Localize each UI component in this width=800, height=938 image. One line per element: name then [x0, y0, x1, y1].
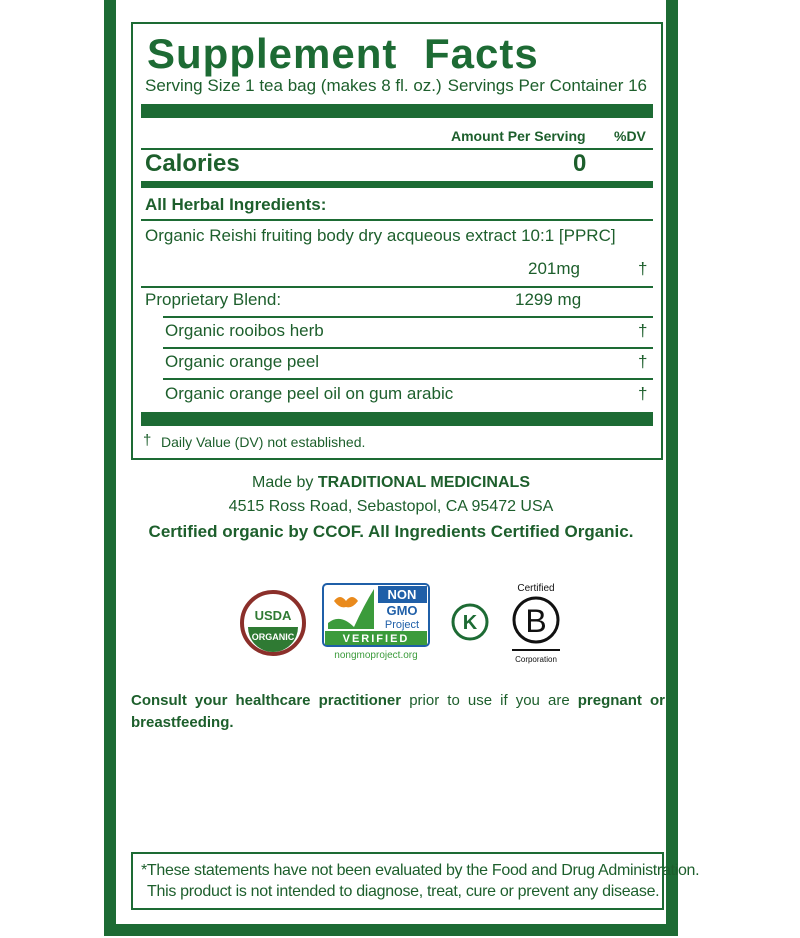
- calories-label: Calories: [145, 150, 240, 177]
- reishi-label: Organic Reishi fruiting body dry acqueous extract 10:1 [PPRC]: [145, 226, 616, 245]
- svg-text:VERIFIED: VERIFIED: [342, 633, 410, 645]
- svg-text:Corporation: Corporation: [515, 655, 557, 664]
- reishi-amount: 201mg: [528, 259, 580, 278]
- consult-text: prior to use if you are: [401, 692, 578, 709]
- svg-text:ORGANIC: ORGANIC: [251, 632, 295, 642]
- dv-note: Daily Value (DV) not established.: [161, 434, 366, 450]
- consult-bold-end: pregnant or breastfeeding.: [131, 692, 665, 731]
- serving-size: Serving Size 1 tea bag (makes 8 fl. oz.): [145, 76, 442, 95]
- rule-thin: [163, 347, 653, 349]
- consult-bold: Consult your healthcare practitioner: [131, 692, 402, 709]
- kosher-k-logo: [450, 602, 490, 642]
- reishi-dv: †: [638, 259, 648, 278]
- amount-header: Amount Per Serving: [451, 128, 586, 144]
- rule-medium: [141, 181, 653, 188]
- calories-value: 0: [573, 150, 587, 177]
- company-name: TRADITIONAL MEDICINALS: [317, 474, 530, 491]
- rule-thin: [163, 378, 653, 380]
- blend-item: Organic rooibos herb: [165, 321, 324, 340]
- rule-thin: [163, 316, 653, 318]
- made-by-prefix: Made by: [252, 474, 314, 491]
- blend-item-dv: †: [638, 321, 648, 340]
- certified-organic-statement: Certified organic by CCOF. All Ingredients Certified Organic.: [148, 522, 634, 541]
- disclaimer-line-1: *These statements have not been evaluated by the Food and Drug Administration.: [141, 862, 700, 879]
- svg-text:NON: NON: [387, 587, 417, 602]
- dv-note-symbol: †: [143, 432, 152, 449]
- blend-item-dv: †: [638, 352, 648, 371]
- svg-text:B: B: [525, 603, 547, 639]
- blend-amount: 1299 mg: [515, 290, 582, 309]
- fda-disclaimer-box: [131, 852, 700, 910]
- blend-label: Proprietary Blend:: [145, 290, 282, 309]
- blend-item-dv: †: [638, 384, 648, 403]
- rule-thin: [141, 286, 653, 288]
- rule-thick: [141, 104, 653, 118]
- supplement-facts-panel: [131, 22, 663, 460]
- svg-text:Project: Project: [384, 619, 420, 631]
- ingredients-header: All Herbal Ingredients:: [145, 195, 327, 214]
- rule-thick: [141, 412, 653, 426]
- svg-text:K: K: [462, 612, 478, 634]
- non-gmo-project-logo: [322, 583, 434, 663]
- servings-per-container: Servings Per Container 16: [447, 76, 647, 95]
- rule-thin: [141, 219, 653, 221]
- address: 4515 Ross Road, Sebastopol, CA 95472 USA: [228, 498, 554, 515]
- certification-logos: [0, 578, 800, 668]
- blend-item: Organic orange peel: [165, 352, 320, 371]
- made-by-line: [104, 474, 678, 492]
- blend-item: Organic orange peel oil on gum arabic: [165, 384, 454, 403]
- disclaimer-line-2: This product is not intended to diagnose, treat, cure or prevent any disease.: [147, 883, 660, 900]
- consult-warning: [131, 690, 665, 734]
- usda-organic-logo: [240, 590, 306, 656]
- svg-text:USDA: USDA: [254, 608, 292, 623]
- svg-text:GMO: GMO: [386, 603, 418, 618]
- b-corp-logo: [504, 580, 568, 668]
- svg-text:Certified: Certified: [517, 583, 555, 594]
- panel-title: Supplement Facts: [147, 30, 539, 77]
- dv-header: %DV: [614, 128, 646, 144]
- svg-text:nongmoproject.org: nongmoproject.org: [334, 650, 418, 661]
